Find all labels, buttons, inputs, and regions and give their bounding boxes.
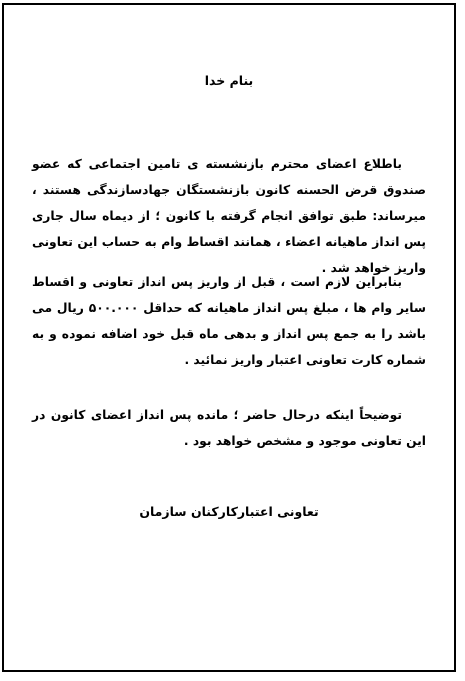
paragraph-announcement: باطلاع اعضای محترم بازنشسته ی تامین اجتماعی که عضو صندوق قرض الحسنه کانون بازنشستگان جهادسازندگی هستند ، میرساند: طبق توافق انجام گرفته با کانون ؛ از دیماه سال جاری پس انداز ماهیانه اعضاء ، همانند اقساط وام به حساب این تعاونی واریز خواهد شد . bbox=[32, 157, 426, 275]
paragraph-instructions: بنابراین لازم است ، قبل از واریز پس انداز تعاونی و اقساط سایر وام ها ، مبلغ پس انداز ماهیانه که حداقل ۵۰۰.۰۰۰ ریال می باشد را به جمع پس انداز و بدهی ماه قبل خود اضافه نموده و به شماره کارت تعاونی اعتبار واریز نمائید . bbox=[32, 275, 427, 367]
paragraph-explanation: توضیحاً اینکه درحال حاضر ؛ مانده پس انداز اعضای کانون در این تعاونی موجود و مشخص خواهد بود . bbox=[32, 408, 426, 448]
document-page bbox=[2, 3, 456, 672]
document-body bbox=[32, 5, 426, 670]
signature-line: تعاونی اعتبارکارکنان سازمان bbox=[139, 504, 319, 519]
document-title: بنام خدا bbox=[204, 73, 254, 88]
